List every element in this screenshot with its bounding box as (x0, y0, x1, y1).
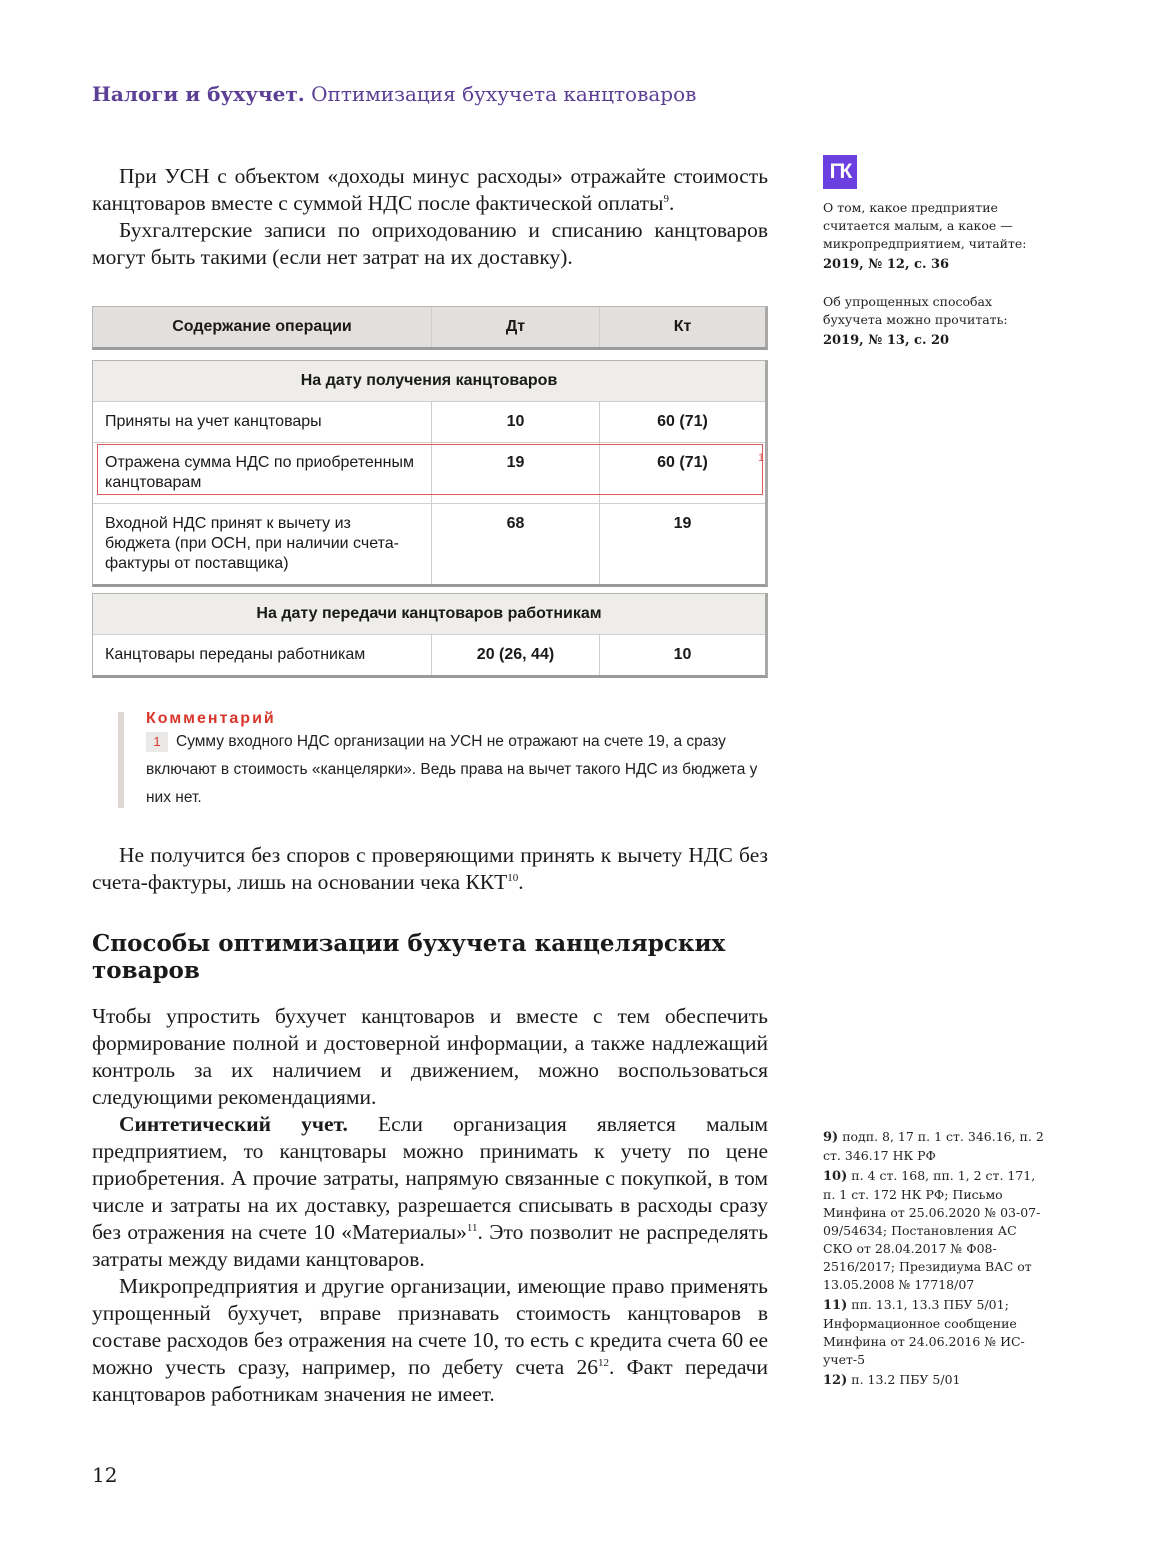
table-header (92, 306, 768, 350)
operation-cell: Отражена сумма НДС по приобретенным канцтоварам (93, 443, 432, 503)
section-paragraph-3: Микропредприятия и другие организации, имеющие право применять упрощенный бухучет, вправе признавать стоимость канцтоваров в составе расходов без отражения на счете 10, то есть с кредита счета 60 ее можно учесть сразу, например, по дебету счета $26^{12}$. Факт передачи канцтоваров работникам значения не имеет. (92, 1274, 768, 1406)
table-row (93, 401, 765, 442)
dt-cell: 20 (26, 44) (432, 635, 600, 675)
column-header-kt: Кт (673, 318, 692, 335)
section-paragraph-1: Чтобы упростить бухучет канцтоваров и вместе с тем обеспечить формирование полной и достоверной информации, а также надлежащий контроль за их наличием и движением, можно воспользоваться следующими рекомендациями. (92, 1004, 768, 1109)
table-section-receipt (92, 360, 768, 587)
operation-cell: Входной НДС принят к вычету из бюджета (при ОСН, при наличии счета-фактуры от поставщика) (93, 504, 432, 584)
kt-cell: 10 (673, 646, 692, 663)
highlight-marker[interactable]: 1 (758, 452, 765, 464)
dt-cell: 10 (432, 402, 600, 442)
footnote-10: 10) п. 4 ст. 168, пп. 1, 2 ст. 171, п. 1 ст. 172 НК РФ; Письмо Минфина от 25.06.2020 № 03-07-09/54634; Постановления АС СКО от 28.04.2017 № Ф08-2516/2017; Президиума ВАС от 13.05.2008 № 17718/07 (823, 1168, 1041, 1292)
footnote-9: 9) подп. 8, 17 п. 1 ст. 346.16, п. 2 ст. 346.17 НК РФ (823, 1129, 1044, 1163)
sidebar-note-text: О том, какое предприятие считается малым, а какое — микропредприятием, читайте: (823, 200, 1027, 251)
footnote-ref-10[interactable]: 10 (507, 871, 519, 884)
comment-block (118, 710, 768, 812)
sidebar-note-ref[interactable]: 2019, № 13, с. 20 (823, 333, 950, 348)
table-row (93, 442, 765, 503)
operation-cell: Приняты на учет канцтовары (93, 402, 432, 442)
intro-text (92, 163, 768, 271)
comment-number: 1 (146, 732, 168, 752)
sidebar-note-ref[interactable]: 2019, № 12, с. 36 (823, 257, 950, 272)
kt-cell: 60 (71) (657, 454, 708, 471)
footnote-ref-9[interactable]: 9 (663, 192, 669, 205)
running-head (92, 82, 696, 106)
section-title: На дату получения канцтоваров (93, 361, 765, 401)
dt-cell: 68 (432, 504, 600, 584)
gk-logo-icon: ГК (823, 155, 857, 189)
operation-cell: Канцтовары переданы работникам (93, 635, 432, 675)
table-row (93, 503, 765, 584)
running-head-title: Оптимизация бухучета канцтоваров (311, 82, 697, 106)
dt-cell: 19 (432, 443, 600, 503)
column-header-dt: Дт (432, 307, 600, 347)
comment-title: Комментарий (146, 710, 276, 727)
column-header-operation: Содержание операции (93, 307, 432, 347)
section-paragraph-2: Синтетический учет. Если организация является малым предприятием, то канцтовары можно принимать к учету по цене приобретения. А прочие затраты, напрямую связанные с покупкой, в том числе и затраты на их доставку, разрешается списывать в расходы сразу без отражения на счете 10 «Материалы»$^{11}$. Это позволит не распределять затраты между видами канцтоваров. (92, 1112, 768, 1271)
sidebar-note-1 (823, 199, 1053, 275)
footnote-11: 11) пп. 13.1, 13.3 ПБУ 5/01; Информационное сообщение Минфина от 24.06.2016 № ИС-учет-5 (823, 1297, 1025, 1367)
table-section-transfer (92, 593, 768, 678)
footnote-ref-12[interactable]: 12 (597, 1356, 609, 1369)
table-row (93, 634, 765, 675)
comment-bar (118, 712, 124, 808)
footnote-12: 12) п. 13.2 ПБУ 5/01 (823, 1372, 961, 1388)
footnotes (823, 1128, 1048, 1392)
section-title: На дату передачи канцтоваров работникам (93, 594, 765, 634)
running-head-section: Налоги и бухучет. (92, 82, 305, 106)
footnote-ref-11[interactable]: 11 (466, 1221, 478, 1234)
sidebar-note-2 (823, 293, 1053, 351)
comment-item: 1 Сумму входного НДС организации на УСН не отражают на счете 19, а сразу включают в стоимость «канцелярки». Ведь права на вычет такого НДС из бюджета у них нет. (146, 733, 758, 806)
kt-cell: 19 (673, 515, 692, 532)
after-table-text (92, 842, 768, 896)
page-number: 12 (92, 1463, 118, 1487)
after-table-paragraph: Не получится без споров с проверяющими принять к вычету НДС без счета-фактуры, лишь на основании чека ККТ$^{10}$. (92, 843, 768, 894)
section-body (92, 1003, 768, 1408)
kt-cell: 60 (71) (657, 413, 708, 430)
sidebar-note-text: Об упрощенных способах бухучета можно прочитать: (823, 294, 1008, 327)
synthetic-accounting-label: Синтетический учет. (119, 1112, 348, 1136)
intro-paragraph-2: Бухгалтерские записи по оприходованию и списанию канцтоваров могут быть такими (если нет затрат на их доставку). (92, 218, 768, 269)
section-heading: Способы оптимизации бухучета канцелярских товаров (92, 930, 726, 984)
intro-paragraph-1: При УСН с объектом «доходы минус расходы» отражайте стоимость канцтоваров вместе с суммой НДС после фактической оплаты$^9$. (92, 164, 768, 215)
